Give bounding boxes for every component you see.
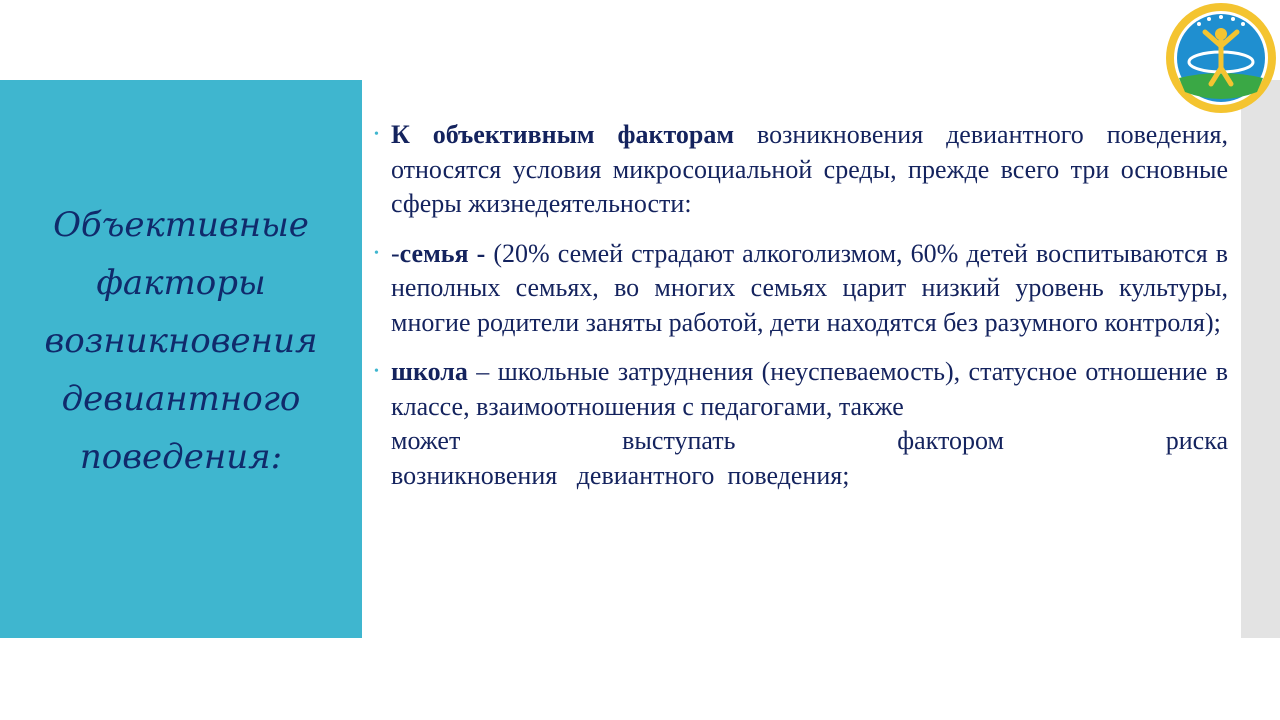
spread-word: может [391, 426, 461, 455]
bullet-family [372, 237, 1228, 341]
university-emblem-icon [1165, 2, 1277, 114]
content-body [372, 118, 1228, 508]
bullet-bold-term: школа [391, 357, 468, 386]
bullet-last-line: возникновения девиантного поведения; [391, 460, 850, 490]
spread-word: выступать [622, 426, 736, 455]
bullet-spread-line [391, 424, 1228, 459]
bullet-dot-icon: • [374, 245, 379, 261]
right-strip [1241, 80, 1280, 638]
title-panel [0, 80, 362, 638]
bullet-dot-icon: • [374, 364, 379, 379]
bullet-bold-term: семья - [399, 238, 486, 268]
spread-word: риска [1165, 426, 1228, 455]
bullet-dot-icon: • [374, 127, 379, 142]
spread-word: фактором [897, 426, 1004, 455]
bullet-school [372, 355, 1228, 493]
bullet-bold-term: К объективным факторам [391, 120, 735, 149]
bullet-text: – школьные затруднения (неуспеваемость), статусное отношение в классе, взаимоотношения с педагогами, также [391, 357, 1228, 421]
bullet-prefix: - [391, 238, 400, 268]
bullet-text: (20% семей страдают алкоголизмом, 60% детей воспитываются в неполных семьях, во многих семьях царит низкий уровень культуры, многие родители заняты работой, дети находятся без разумного контроля); [391, 238, 1228, 337]
bullet-text: возникновения девиантного поведения, относятся условия микросоциальной среды, прежде всего три основные сферы жизнедеятельности: [391, 120, 1228, 218]
bullet-objective-factors [372, 118, 1228, 222]
slide-title: Объективные факторы возникновения девиантного поведения: [44, 205, 318, 477]
